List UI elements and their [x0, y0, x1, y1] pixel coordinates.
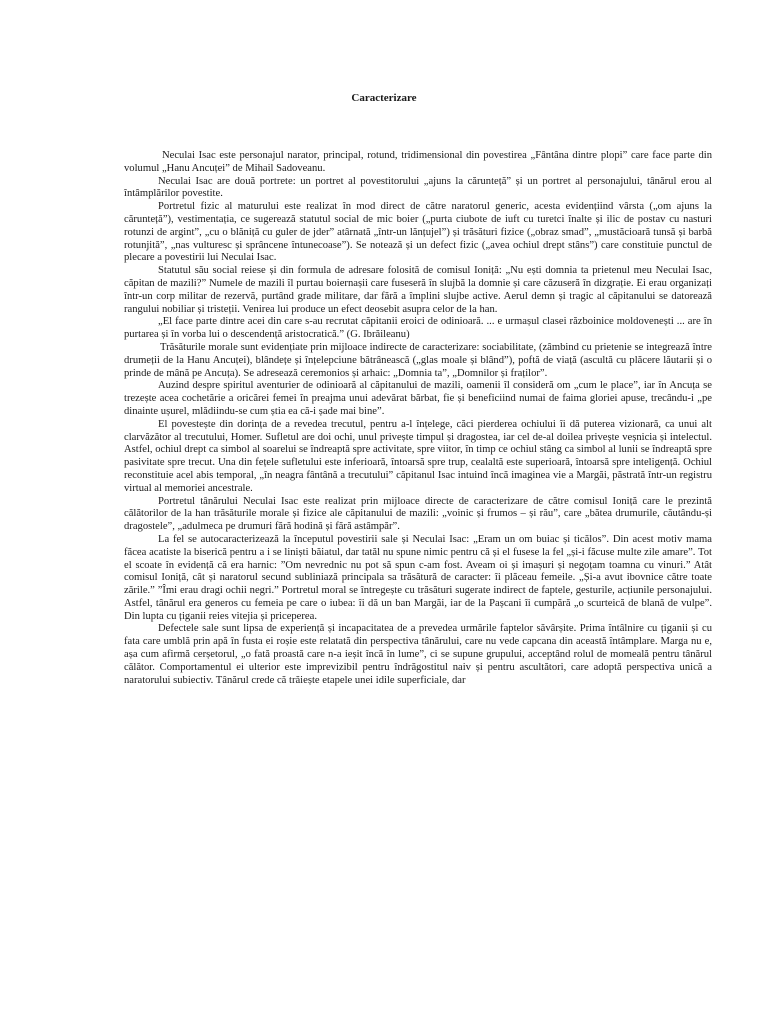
paragraph-intro: Neculai Isac este personajul narator, principal, rotund, tridimensional din povestirea „Fântâna dintre plopi” care face parte din volumul „Hanu Ancuței” de Mihail Sadoveanu.	[124, 150, 712, 174]
paragraph-quote-ibraileanu: „El face parte dintre acei din care s-au recrutat căpitanii eroici de odinioară. ... e urmașul clasei războinice moldovenești ... are în purtarea și în vorba lui o descendență aristocratică.” (G. Ibrăileanu)	[124, 316, 712, 341]
paragraph-young-portrait: Portretul tânărului Neculai Isac este realizat prin mijloace directe de caracterizare de către comisul Ioniță care le prezintă călătorilor de la han trăsăturile morale și fizice ale căpitanului de mazili: „voinic și frumos – și rău”, care „bătea drumurile, căutându-și dragostele”, „adulmeca pe drumuri fără hodină și fără astâmpăr”.	[124, 495, 712, 533]
paragraph-defects: Defectele sale sunt lipsa de experiență și incapacitatea de a prevedea urmările faptelor săvârșite. Prima întâlnire cu țiganii și cu fata care umblă prin apă în fusta ei roșie este relatată din perspectiva tânărului, care nu vede capcana din această întâmplare. Marga nu e, așa cum afirmă cerșetorul, „o fată proastă care n-a ieșit încă în lume”, ci se supune grupului, acceptând rolul de momeală pentru tânărul călător. Comportamentul ei ulterior este imprevizibil pentru îndrăgostitul naiv și pentru ascultători, care adoptă perspectiva unică a naratorului subiectiv. Tânărul crede că trăiește etapele unei idile superficiale, dar	[124, 623, 712, 686]
paragraph-self-characterization: La fel se autocaracterizează la începutul povestirii sale și Neculai Isac: „Eram un om buiac și ticălos”. Din acest motiv mama făcea acatiste la biserică pentru a i se liniști băiatul, dar tatăl nu spune nimic pentru că și el fusese la fel „și-i făcuse multe zile amare”. Tot el scoate în evidență că era harnic: ”Om nevrednic nu pot să spun c-am fost. Aveam oi și imașuri și negoțam toamna cu vinuri.” Atât comisul Ioniță, cât și naratorul secund subliniază principala sa trăsătură de caracter: îi plăceau femeile. „Și-a avut ibovnice către toate zările.” ”Îmi erau dragi ochii negri.” Portretul moral se întregește cu trăsături sugerate indirect de faptele, gesturile, acțiunile personajului. Astfel, tânărul era generos cu femeia pe care o iubea: îi dă un ban Margăi, iar de la Pașcani îi cumpără „o scurteică de blană de vulpe”. Din lupta cu țiganii reies vitejia și priceperea.	[124, 533, 712, 622]
paragraph-physical-portrait: Portretul fizic al maturului este realizat în mod direct de către naratorul generic, acesta evidențiind vârsta („om ajuns la cărunteță”), vestimentația, ce sugerează statutul social de mic boier („purta ciubote de iuft cu turetci înalte și ilic de postav cu nasturi rotunzi de argint”, „cu o blăniță cu guler de jder” atârnată „într-un lănțujel”) și trăsături fizice („obraz smad”, „mustăcioară tunsă și barbă rotunjită”, „nas vulturesc și sprâncene întunecoase”). Se notează și un defect fizic („avea ochiul drept stâns”) care constituie punctul de plecare a povestirii lui Neculai Isac.	[124, 201, 712, 264]
paragraph-moral-traits: Trăsăturile morale sunt evidențiate prin mijloace indirecte de caracterizare: sociabilitate, (zâmbind cu prietenie se integrează între drumeții de la Hanu Ancuței), blândețe și înțelepciune bătrânească („glas moale și blând”), poftă de viață (ascultă cu plăcere lăutarii și o prinde de mână pe Ancuța). Se adresează ceremonios și arhaic: „Domnia ta”, „Domnilor și fraților”.	[124, 341, 712, 379]
paragraph-storytelling: El povestește din dorința de a revedea trecutul, pentru a-l înțelege, căci pierderea ochiului îi dă puterea vizionară, ca unui alt clarvăzător al trecutului, Homer. Sufletul are doi ochi, unul privește timpul și dragostea, iar cel de-al doilea privește veșnicia și intelectul. Astfel, ochiul drept ca simbol al soarelui se îndreaptă spre activitate, spre viitor, în timp ce ochiul stâng ca simbol al lunii se îndreaptă spre pasivitate spre trecut. Una din fețele sufletului este inferioară, întoarsă spre trup, cealaltă este superioară, întoarsă spre inteligență. Ochiul reconstituie acel abis temporal, „în neagra fântână a trecutului” căpitanul Isac intuind încă imaginea vie a Margăi, păstrată într-un registru virtual al memoriei ancestrale.	[124, 418, 712, 494]
paragraph-two-portraits: Neculai Isac are două portrete: un portret al povestitorului „ajuns la cărunteță” și un portret al personajului, tânărul erou al întâmplărilor povestite.	[124, 175, 712, 200]
paragraph-social-status: Statutul său social reiese și din formula de adresare folosită de comisul Ioniță: „Nu ești domnia ta prietenul meu Neculai Isac, căpitan de mazili?” Numele de mazili îl purtau boiernașii care fuseseră în slujbă la domnie și care căzuseră în dizgrație. Ei erau organizați într-un corp militar de rezervă, purtând grade militare, dar fără a împlini slujbe active. Aerul demn și tragic al căpitanului se datorează rangului nobiliar și tristeții. Venirea lui produce un efect deosebit asupra celor de la han.	[124, 265, 712, 315]
document-title: Caracterizare	[351, 92, 417, 104]
paragraph-adventurous-spirit: Auzind despre spiritul aventurier de odinioară al căpitanului de mazili, oamenii îl consideră om „cum le place”, iar în Ancuța se trezește acea cochetărie a oricărei femei în preajma unui adevărat bărbat, fie și beneficiind numai de faima gloriei apuse, trecându-i „pe dinainte ușurel, mlădiindu-se cum știa ea că-i șade mai bine”.	[124, 380, 712, 417]
document-body	[124, 150, 712, 687]
